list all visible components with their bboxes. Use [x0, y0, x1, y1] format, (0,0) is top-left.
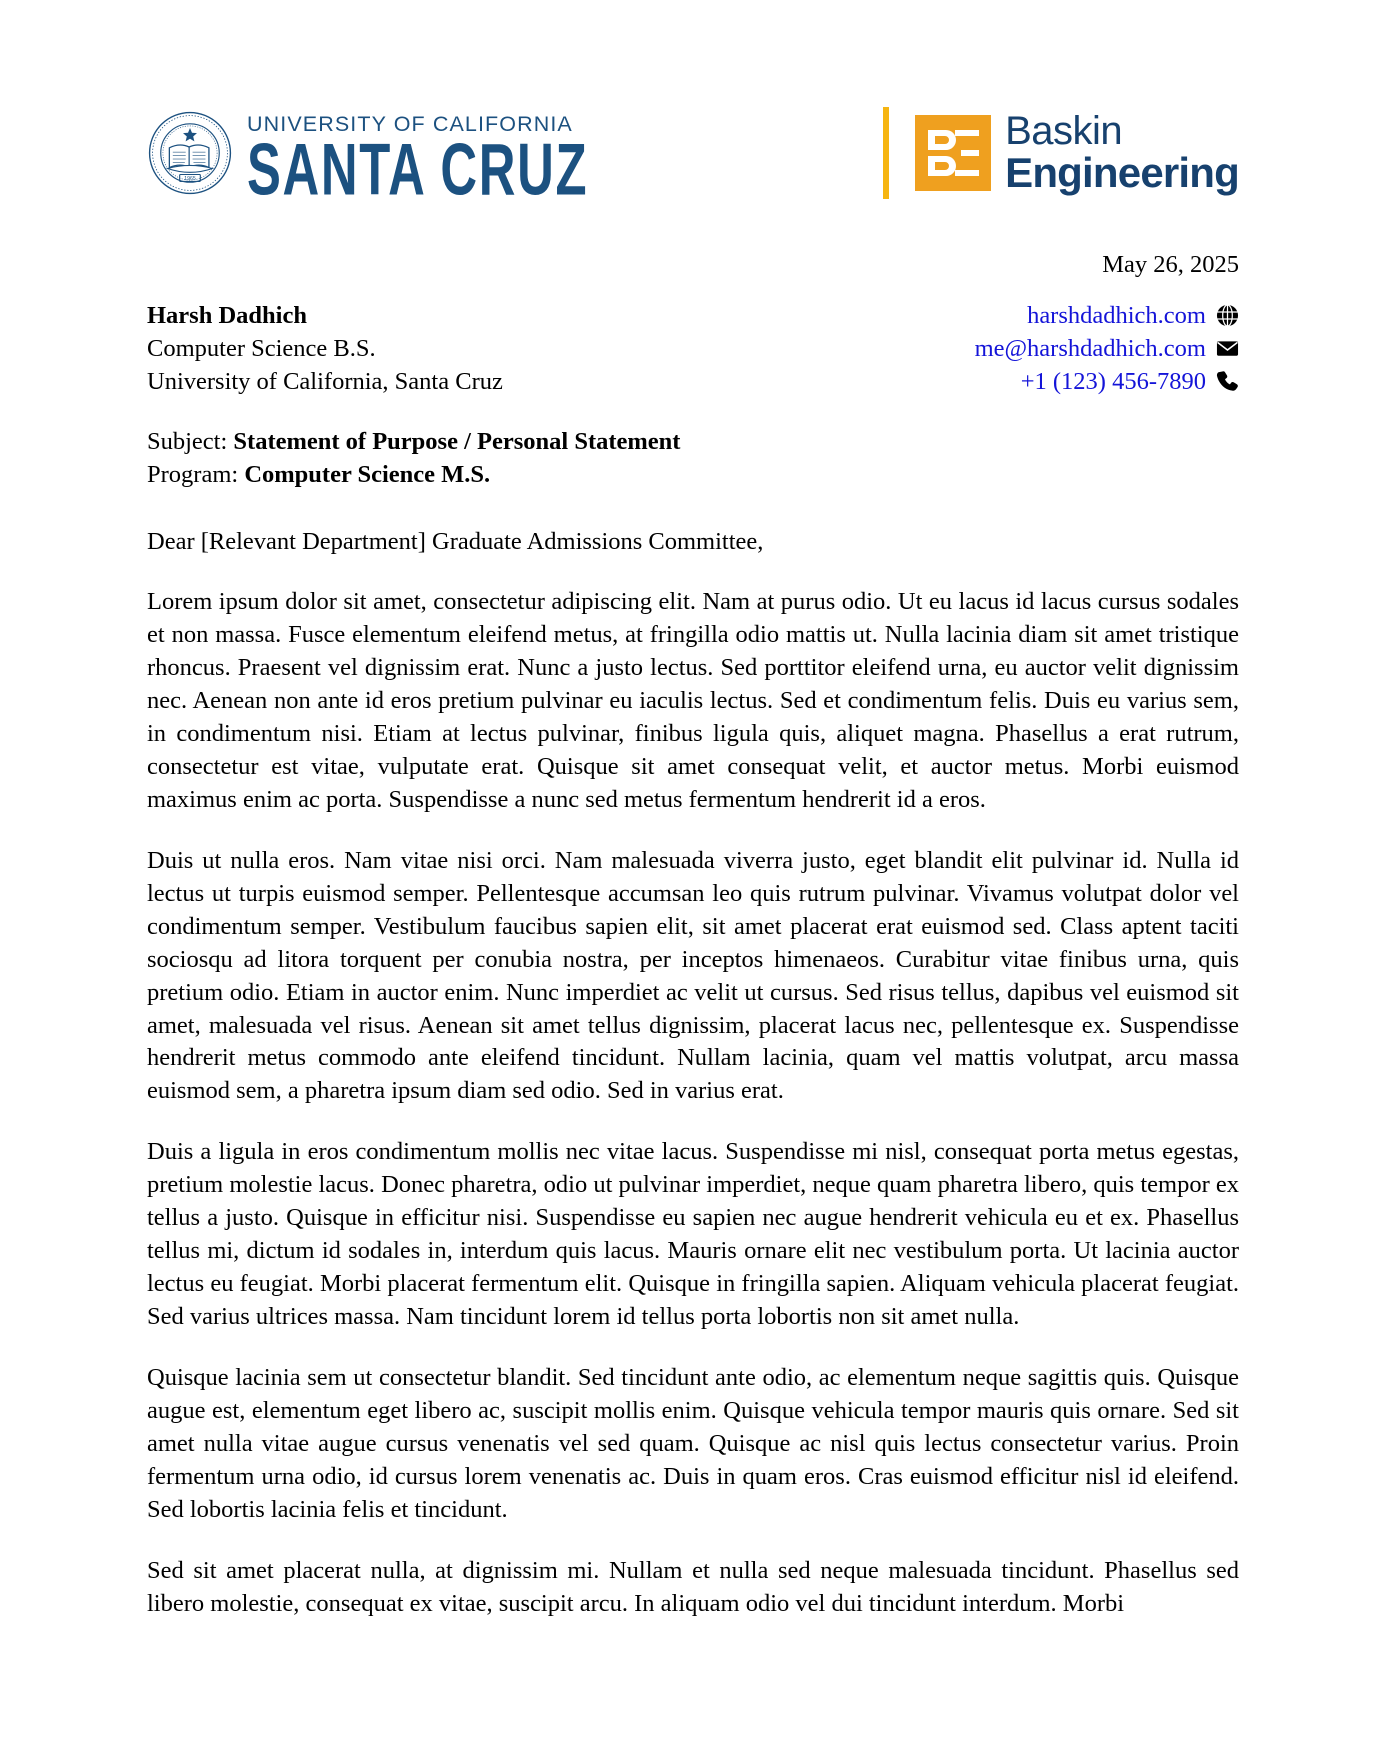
phone-number[interactable]: +1 (123) 456-7890: [1020, 368, 1206, 396]
baskin-engineering-wordmark: [1005, 107, 1239, 199]
program-value: Computer Science M.S.: [244, 460, 491, 488]
contact-email-row[interactable]: [975, 332, 1239, 365]
sender-degree: Computer Science B.S.: [147, 334, 376, 362]
ucsc-seal-icon: [147, 110, 233, 196]
baskin-engineering-logo: [883, 107, 1239, 199]
svg-text:1965: 1965: [184, 176, 196, 183]
subject-value: Statement of Purpose / Personal Statement: [233, 427, 681, 455]
body-paragraph: Lorem ipsum dolor sit amet, consectetur adipiscing elit. Nam at purus odio. Ut eu lacus id lacus cursus sodales et non massa. Fusce elementum eleifend metus, at fringilla odio mattis ut. Nulla lacinia diam sit amet tristique rhoncus. Praesent vel dignissim erat. Nunc a justo lectus. Sed porttitor eleifend urna, eu auctor velit dignissim nec. Aenean non ante id eros pretium pulvinar eu iaculis lectus. Sed et condimentum felis. Duis eu varius sem, in condimentum nisi. Etiam at lectus pulvinar, finibus ligula quis, aliquet magna. Phasellus a erat rutrum, consectetur est vitae, vulputate erat. Quisque sit amet consequat velit, et auctor metus. Morbi euismod maximus enim ac porta. Suspendisse a nunc sed metus fermentum hendrerit id a eros.: [147, 588, 1239, 813]
engineering-word: Engineering: [1005, 148, 1239, 196]
subject-label: Subject:: [147, 427, 228, 455]
baskin-word: Baskin: [1005, 109, 1123, 154]
letter-body: [147, 586, 1239, 1620]
contact-website-row[interactable]: [975, 299, 1239, 332]
phone-icon: [1215, 370, 1239, 394]
body-paragraph: Sed sit amet placerat nulla, at dignissim mi. Nullam et nulla sed neque malesuada tincidunt. Phasellus sed libero molestie, consequat ex vitae, suscipit arcu. In aliquam odio vel dui tincidunt interdum. Morbi: [147, 1556, 1239, 1617]
body-paragraph: Quisque lacinia sem ut consectetur blandit. Sed tincidunt ante odio, ac elementum neque sagittis quis. Quisque augue est, elementum eget libero ac, suscipit mollis enim. Quisque vehicula tempor mauris quis ornare. Sed sit amet nulla vitae augue cursus venenatis vel sed quam. Quisque ac nisl quis lectus consectetur varius. Proin fermentum urna odio, id cursus lorem venenatis ac. Duis in quam eros. Cras euismod efficitur nisl id eleifend. Sed lobortis lacinia felis et tincidunt.: [147, 1363, 1239, 1523]
subject-line: [147, 425, 1239, 458]
sender-institution: University of California, Santa Cruz: [147, 368, 503, 396]
be-monogram-icon: [915, 115, 991, 191]
globe-icon: [1215, 303, 1239, 327]
salutation: Dear [Relevant Department] Graduate Admissions Committee,: [147, 528, 764, 556]
ucsc-wordmark: [247, 112, 663, 211]
contact-phone-row[interactable]: [975, 365, 1239, 398]
ucsc-wordmark-top: UNIVERSITY OF CALIFORNIA: [247, 112, 573, 137]
program-label: Program:: [147, 460, 239, 488]
sender-name: Harsh Dadhich: [147, 301, 307, 329]
letterhead: [147, 0, 1239, 228]
letter-date: May 26, 2025: [1102, 251, 1239, 278]
body-paragraph: Duis ut nulla eros. Nam vitae nisi orci. Nam malesuada viverra justo, eget blandit elit pulvinar id. Nulla id lectus ut turpis euismod semper. Pellentesque accumsan leo quis rutrum pulvinar. Vivamus volutpat dolor vel condimentum semper. Vestibulum faucibus sapien elit, sit amet placerat erat euismod sed. Class aptent taciti sociosqu ad litora torquent per conubia nostra, per inceptos himenaeos. Curabitur vitae finibus urna, quis pretium odio. Etiam in auctor enim. Nunc imperdiet ac velit ut cursus. Sed risus tellus, dapibus vel euismod sit amet, malesuada vel risus. Aenean sit amet tellus dignissim, placerat lacus nec, pellentesque ex. Suspendisse hendrerit metus commodo ante eleifend tincidunt. Nullam lacinia, quam vel mattis volutpat, arcu massa euismod sem, a pharetra ipsum diam sed odio. Sed in varius erat.: [147, 846, 1239, 1105]
subject-program-block: [147, 425, 1239, 492]
sender-block: [147, 299, 503, 399]
sender-contact-row: [147, 299, 1239, 399]
envelope-icon: [1215, 337, 1239, 361]
body-paragraph: Duis a ligula in eros condimentum mollis nec vitae lacus. Suspendisse mi nisl, consequat porta metus egestas, pretium molestie lacus. Donec pharetra, odio ut pulvinar imperdiet, neque quam pharetra libero, quis tempor ex tellus a justo. Quisque in efficitur nisi. Suspendisse eu sapien nec augue hendrerit vehicula eu et ex. Phasellus tellus mi, dictum id sodales in, interdum quis lacus. Mauris ornare elit nec vestibulum porta. Ut lacinia auctor lectus eu feugiat. Morbi placerat fermentum elit. Quisque in fringilla sapien. Aliquam vehicula placerat feugiat. Sed varius ultrices massa. Nam tincidunt lorem id tellus porta lobortis non sit amet nulla.: [147, 1138, 1239, 1330]
ucsc-logo: [147, 110, 663, 211]
contact-block: [975, 299, 1239, 399]
website-link[interactable]: harshdadhich.com: [1027, 301, 1206, 329]
email-link[interactable]: me@harshdadhich.com: [974, 334, 1206, 362]
program-line: [147, 458, 1239, 491]
logo-divider-rule: [883, 107, 889, 199]
ucsc-wordmark-bottom: SANTA CRUZ: [247, 129, 589, 211]
